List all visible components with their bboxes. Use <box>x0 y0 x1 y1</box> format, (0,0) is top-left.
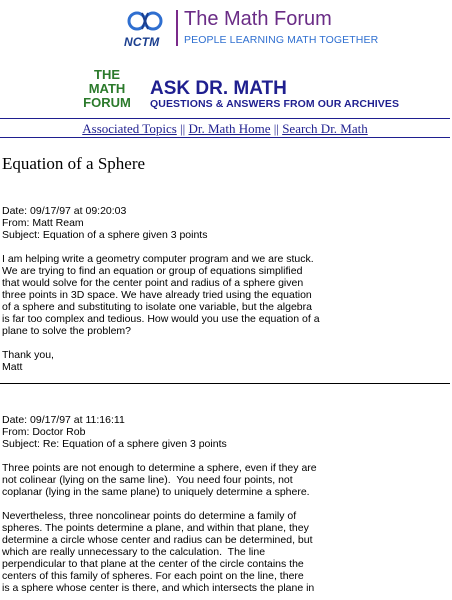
nav-separator: || <box>270 121 283 136</box>
question-subject: Subject: Equation of a sphere given 3 points <box>2 229 208 241</box>
ask-dr-math-subtitle: QUESTIONS & ANSWERS FROM OUR ARCHIVES <box>150 98 400 110</box>
nctm-label: NCTM <box>124 35 160 49</box>
question-line: We are trying to find an equation or group of equations simplified <box>2 265 303 277</box>
answer-line: is a sphere whose center is there, and which intersects the plane in <box>2 582 315 594</box>
logo-line-2: MATH <box>88 81 126 96</box>
question-line: plane to solve the problem? <box>2 325 131 337</box>
question-signature: Matt <box>2 361 23 373</box>
question-message <box>2 205 448 373</box>
answer-line: coplanar (lying in the same plane) to uniquely determine a sphere. <box>2 486 310 498</box>
answer-line: which are really unnecessary to the calculation. The line <box>2 546 266 558</box>
answer-line: Three points are not enough to determine a sphere, even if they are <box>2 462 317 474</box>
math-forum-banner[interactable] <box>124 8 434 50</box>
page-title: Equation of a Sphere <box>2 154 146 173</box>
answer-line: Nevertheless, three noncolinear points do determine a family of <box>2 510 297 522</box>
nav-bar <box>0 121 450 137</box>
question-line: is far too complex and tedious. How would you use the equation of a <box>2 313 320 325</box>
answer-date: Date: 09/17/97 at 11:16:11 <box>2 414 125 426</box>
ask-dr-math-title[interactable]: ASK DR. MATH <box>150 78 287 99</box>
message-divider <box>0 383 450 384</box>
logo-line-3: FORUM <box>83 95 131 110</box>
nav-bottom-rule <box>0 137 450 138</box>
question-from: From: Matt Ream <box>2 217 84 229</box>
answer-subject: Subject: Re: Equation of a sphere given 3 points <box>2 438 227 450</box>
math-forum-logo[interactable] <box>78 68 136 110</box>
question-date: Date: 09/17/97 at 09:20:03 <box>2 205 127 217</box>
answer-line: not colinear (lying on the same line). You need four points, not <box>2 474 293 486</box>
nav-top-rule <box>0 118 450 119</box>
question-line: I am helping write a geometry computer program and we are stuck. <box>2 253 314 265</box>
banner-divider <box>176 10 178 46</box>
answer-from: From: Doctor Rob <box>2 426 86 438</box>
question-line: three points in 3D space. We have already tried using the equation <box>2 289 312 301</box>
answer-message <box>2 414 448 594</box>
answer-line: determine a circle whose center and radius can be determined, but <box>2 534 313 546</box>
answer-line: perpendicular to that plane at the center of the circle contains the <box>2 558 304 570</box>
search-dr-math-link[interactable]: Search Dr. Math <box>282 121 368 136</box>
question-line: of a sphere and substituting to isolate one variable, but the algebra <box>2 301 312 313</box>
associated-topics-link[interactable]: Associated Topics <box>82 121 177 136</box>
forum-title: The Math Forum <box>184 8 332 30</box>
forum-tagline: PEOPLE LEARNING MATH TOGETHER <box>184 34 379 46</box>
dr-math-home-link[interactable]: Dr. Math Home <box>188 121 271 136</box>
answer-line: spheres. The points determine a plane, and within that plane, they <box>2 522 309 534</box>
question-closing: Thank you, <box>2 349 54 361</box>
logo-line-1: THE <box>94 67 120 82</box>
question-line: that would solve for the center point and radius of a sphere given <box>2 277 304 289</box>
nav-separator: || <box>176 121 189 136</box>
answer-line: centers of this family of spheres. For each point on the line, there <box>2 570 304 582</box>
